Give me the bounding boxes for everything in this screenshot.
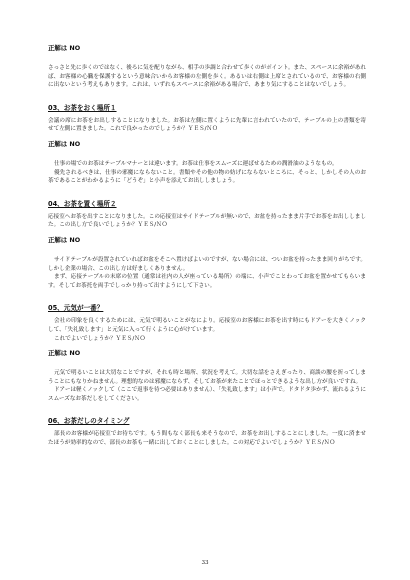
- explanation-paragraph: 仕事の場でのお茶はテーブルマナーとは違います。お茶は仕事をスムーズに運ばせるための潤滑油のようなもの。: [54, 160, 338, 167]
- question-paragraph: 応接室へお茶を出すことになりました。この応接室はサイドテーブルが無いので、お盆を持ったまま片手でお茶をお出ししました。この出し方で良いでしょうか？ＹＥＳ/ＮＯ: [48, 213, 366, 229]
- answer-label: 正解は NO: [48, 349, 81, 358]
- explanation-paragraph: まず、応接テーブルの末席の位置（通常は社内の人が座っている場所）の端に、小声でことわってお盆を置かせてもらいます。そしてお茶托を両手でしっかり持って出すようにして下さい。: [48, 274, 366, 289]
- answer-label: 正解は NO: [48, 44, 81, 52]
- explanation-paragraph: さっさと先に歩くのではなく、後ろに気を配りながら、相手の歩調と合わせて歩くのがポイント。また、スペースに余裕があれば、お客様の心臓を保護するという意味合いからお客様の左側を歩く。あるいは右側は上席とされているので、お客様の右側に出ないという考えもあります。これは、いずれもスペースに余裕がある場合で、あまり気にすることはないでしょう。: [48, 65, 366, 89]
- answer-label: 正解は NO: [48, 235, 81, 244]
- question-paragraph: 会議の席にお茶をお出しすることになりました。お茶は左側に置くように先輩に言われていたので、テーブルの上の書類を寄せて左側に置きました。これで良かったのでしょうか？ＹＥＳ/ＮＯ: [48, 117, 366, 133]
- answer-label: 正解は NO: [48, 139, 81, 148]
- page-number: 33: [201, 560, 209, 566]
- explanation-paragraph: 優先されるべきは、仕事の邪魔にならないこと。書類やその他の物の妨げにならないところに、そっと、しかしその人のお茶であることがわかるように「どうぞ」と小声を添えてお出ししましょう。: [48, 169, 366, 185]
- section-heading: 05、元気が一番？: [48, 304, 104, 313]
- section-heading: 03、お茶をおく場所１: [48, 103, 117, 112]
- explanation-paragraph: ドアーは軽くノックして（ここで返事を待つ必要はありません）、「失礼致します」は小声で。ドタドタ歩かず、流れるようにスムーズなお茶だしをしてください。: [48, 387, 366, 402]
- document-page: [48, 44, 366, 448]
- section-heading: 06、お茶だしのタイミング: [48, 417, 130, 426]
- explanation-paragraph: サイドテーブルが設置されていればお盆をそこへ置けばよいのですが、ない場合には、ついお盆を持ったまま回りがちです。しかし企業の場合、この出し方は好ましくありません。: [48, 256, 366, 272]
- explanation-paragraph: 元気で明るいことは大切なことですが、それも時と場所、状況を考えて。大切な話をさえぎったり、商談の腰を折ってしまうことにもなりかねません。理想的なのは邪魔にならず、そしてお茶が来たことでほっとできるような出し方が良いですね。: [48, 370, 366, 385]
- section-heading: 04、お茶を置く場所２: [48, 199, 117, 208]
- question-paragraph: 部長のお客様が応接室でお待ちです。もう間もなく部長も来そうなので、お茶をお出しすることにしました。一度に済ませたほうが効率的なので、部長のお茶も一緒に出しておくことにしました。この対応でよいでしょうか？ＹＥＳ/ＮＯ: [48, 431, 366, 447]
- question-paragraph: 会社の印象を良くするためには、元気で明るいことがなにより。応接室のお客様にお茶を出す時にもドアーを大きくノックして、「失礼致します」と元気に入って行くように心がけています。: [48, 318, 366, 333]
- question-paragraph: これでよいでしょうか？ＹＥＳ/ＮＯ: [54, 335, 146, 342]
